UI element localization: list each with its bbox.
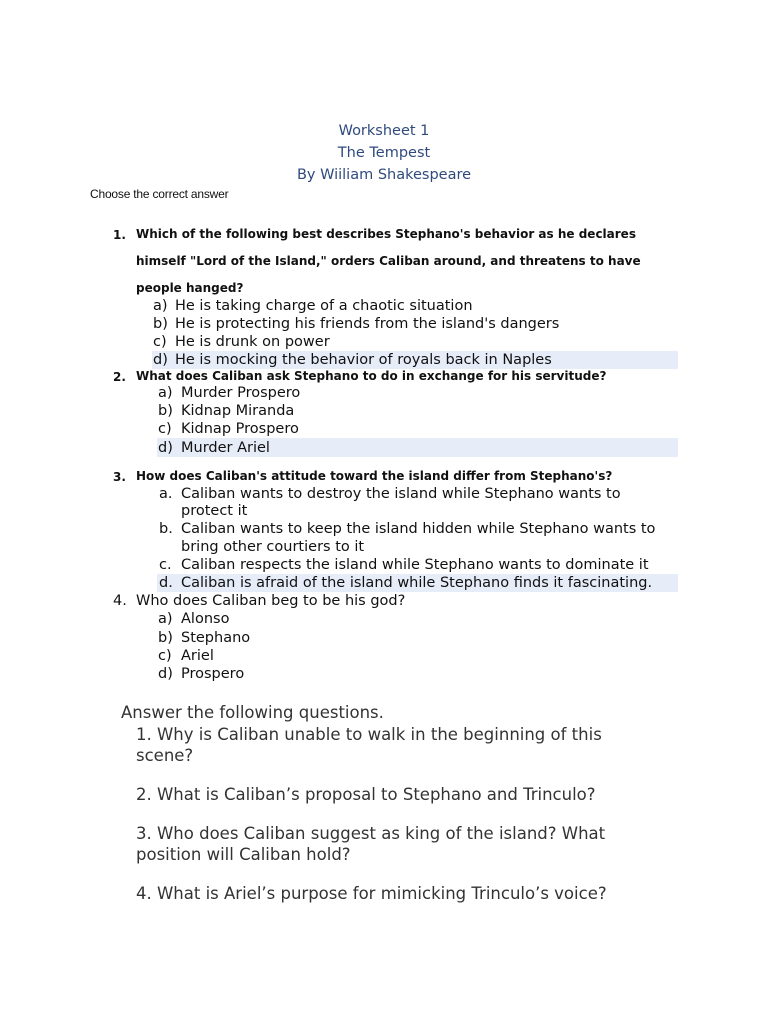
option-label: d) xyxy=(158,440,173,456)
option-text: Kidnap Miranda xyxy=(181,403,295,419)
question-number: 3. xyxy=(113,470,126,484)
option-label: b) xyxy=(158,403,173,419)
option-text: He is mocking the behavior of royals back in Naples xyxy=(175,352,552,368)
option-text: Prospero xyxy=(181,666,245,682)
short-answer-question-line: scene? xyxy=(136,746,194,765)
answer-option xyxy=(158,647,214,665)
option-label: b) xyxy=(153,316,168,332)
option-label: d) xyxy=(158,666,173,682)
answer-option xyxy=(159,485,621,503)
worksheet-title: Worksheet 1 xyxy=(338,123,430,139)
question-text-line: people hanged? xyxy=(136,281,244,295)
short-answer-question-line: 4. What is Ariel’s purpose for mimicking Trinculo’s voice? xyxy=(136,884,607,903)
short-answer-question-line: 3. Who does Caliban suggest as king of the island? What xyxy=(136,824,606,843)
instruction: Choose the correct answer xyxy=(90,187,229,201)
option-text: Ariel xyxy=(181,648,214,664)
answer-option-highlighted xyxy=(158,439,270,457)
question-text-line: Which of the following best describes Stephano's behavior as he declares xyxy=(136,227,636,241)
answer-option xyxy=(153,333,330,351)
option-label: a) xyxy=(153,298,168,314)
option-label: d. xyxy=(159,575,173,591)
answer-option xyxy=(158,384,300,402)
answer-option-highlighted xyxy=(159,574,652,592)
option-text-continued: bring other courtiers to it xyxy=(181,539,365,555)
short-answer-question-line: 2. What is Caliban’s proposal to Stephano and Trinculo? xyxy=(136,785,596,804)
option-text: Stephano xyxy=(181,630,251,646)
option-text: He is drunk on power xyxy=(175,334,330,350)
option-label: d) xyxy=(153,352,168,368)
answer-option xyxy=(153,297,473,315)
answer-option xyxy=(158,629,250,647)
question-text-line: What does Caliban ask Stephano to do in exchange for his servitude? xyxy=(136,369,607,383)
option-text: Murder Ariel xyxy=(181,440,270,456)
option-label: b) xyxy=(158,630,173,646)
answer-option xyxy=(158,420,299,438)
short-answer-question-line: position will Caliban hold? xyxy=(136,845,351,864)
option-text: Caliban is afraid of the island while Stephano finds it fascinating. xyxy=(181,575,653,591)
option-label: c. xyxy=(159,557,172,573)
option-text: Kidnap Prospero xyxy=(181,421,299,437)
answer-option xyxy=(159,556,649,574)
question-number: 2. xyxy=(113,370,126,384)
author-line: By Wiiliam Shakespeare xyxy=(296,167,472,183)
play-title: The Tempest xyxy=(337,145,431,161)
option-label: a) xyxy=(158,611,173,627)
option-label: a. xyxy=(159,486,173,502)
option-text-continued: protect it xyxy=(181,503,248,519)
question-number: 1. xyxy=(113,228,126,242)
option-label: c) xyxy=(153,334,167,350)
option-label: c) xyxy=(158,421,172,437)
option-label: b. xyxy=(159,521,173,537)
option-text: Caliban wants to keep the island hidden while Stephano wants to xyxy=(181,521,656,537)
short-answer-question-line: 1. Why is Caliban unable to walk in the beginning of this xyxy=(136,725,602,744)
option-text: Caliban wants to destroy the island while Stephano wants to xyxy=(181,486,621,502)
answer-option xyxy=(153,315,559,333)
answer-option xyxy=(159,520,655,538)
option-label: c) xyxy=(158,648,172,664)
option-text: He is taking charge of a chaotic situation xyxy=(175,298,473,314)
answer-option xyxy=(158,610,229,628)
question-number: 4. xyxy=(113,593,127,609)
answer-option xyxy=(158,665,244,683)
option-text: Alonso xyxy=(181,611,230,627)
question-text-line: himself "Lord of the Island," orders Caliban around, and threatens to have xyxy=(136,254,641,268)
option-text: He is protecting his friends from the island's dangers xyxy=(175,316,560,332)
question-text-line: How does Caliban's attitude toward the island differ from Stephano's? xyxy=(136,469,613,483)
answer-option xyxy=(158,402,294,420)
question-text-line: Who does Caliban beg to be his god? xyxy=(136,593,406,609)
section-heading: Answer the following questions. xyxy=(121,703,384,722)
option-text: Murder Prospero xyxy=(181,385,301,401)
option-label: a) xyxy=(158,385,173,401)
option-text: Caliban respects the island while Stephano wants to dominate it xyxy=(181,557,649,573)
